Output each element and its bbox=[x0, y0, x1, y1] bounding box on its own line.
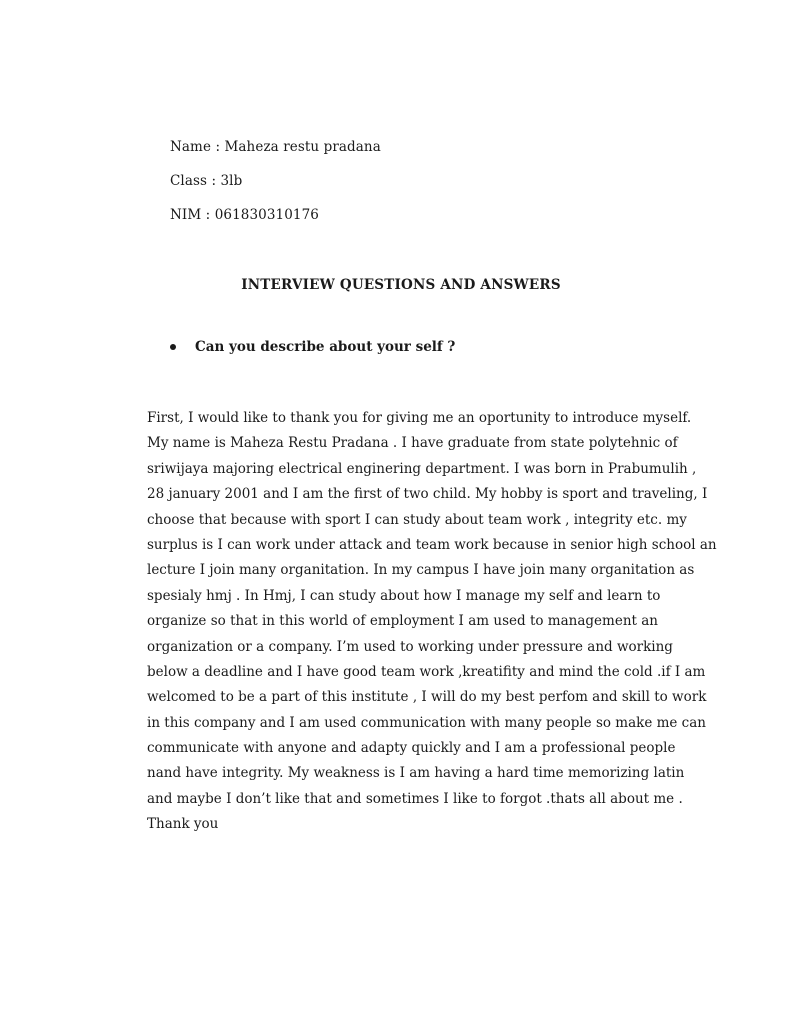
answer-line: and maybe I don’t like that and sometimes I like to forgot .thats all about me . bbox=[147, 790, 683, 807]
answer-line: sriwijaya majoring electrical enginering department. I was born in Prabumulih , bbox=[147, 460, 697, 477]
nim-line: NIM : 061830310176 bbox=[170, 207, 319, 223]
document-title: INTERVIEW QUESTIONS AND ANSWERS bbox=[241, 277, 561, 293]
answer-line: Thank you bbox=[147, 816, 219, 833]
bullet-icon bbox=[170, 344, 176, 350]
answer-line: lecture I join many organitation. In my campus I have join many organitation as bbox=[147, 562, 695, 579]
question-text: Can you describe about your self ? bbox=[195, 339, 456, 355]
answer-line: communicate with anyone and adapty quickly and I am a professional people bbox=[147, 740, 676, 757]
answer-line: surplus is I can work under attack and team work because in senior high school an bbox=[147, 536, 717, 553]
answer-line: organization or a company. I’m used to working under pressure and working bbox=[147, 638, 673, 655]
question-item bbox=[168, 339, 455, 355]
answer-line: My name is Maheza Restu Pradana . I have graduate from state polytehnic of bbox=[147, 435, 678, 452]
answer-line: 28 january 2001 and I am the first of two child. My hobby is sport and traveling, I bbox=[147, 486, 708, 503]
answer-line: First, I would like to thank you for giving me an oportunity to introduce myself. bbox=[147, 410, 692, 426]
answer-line: spesialy hmj . In Hmj, I can study about how I manage my self and learn to bbox=[147, 587, 661, 604]
class-line: Class : 3lb bbox=[170, 173, 243, 189]
answer-line: welcomed to be a part of this institute , I will do my best perfom and skill to work bbox=[147, 689, 707, 706]
answer-line: organize so that in this world of employment I am used to management an bbox=[147, 613, 658, 630]
name-line: Name : Maheza restu pradana bbox=[170, 139, 381, 155]
answer-line: nand have integrity. My weakness is I am having a hard time memorizing latin bbox=[147, 765, 685, 782]
answer-paragraph bbox=[147, 406, 717, 838]
answer-line: choose that because with sport I can study about team work , integrity etc. my bbox=[147, 511, 687, 528]
answer-line: in this company and I am used communication with many people so make me can bbox=[147, 714, 706, 731]
answer-line: below a deadline and I have good team work ,kreatifity and mind the cold .if I am bbox=[147, 663, 706, 680]
